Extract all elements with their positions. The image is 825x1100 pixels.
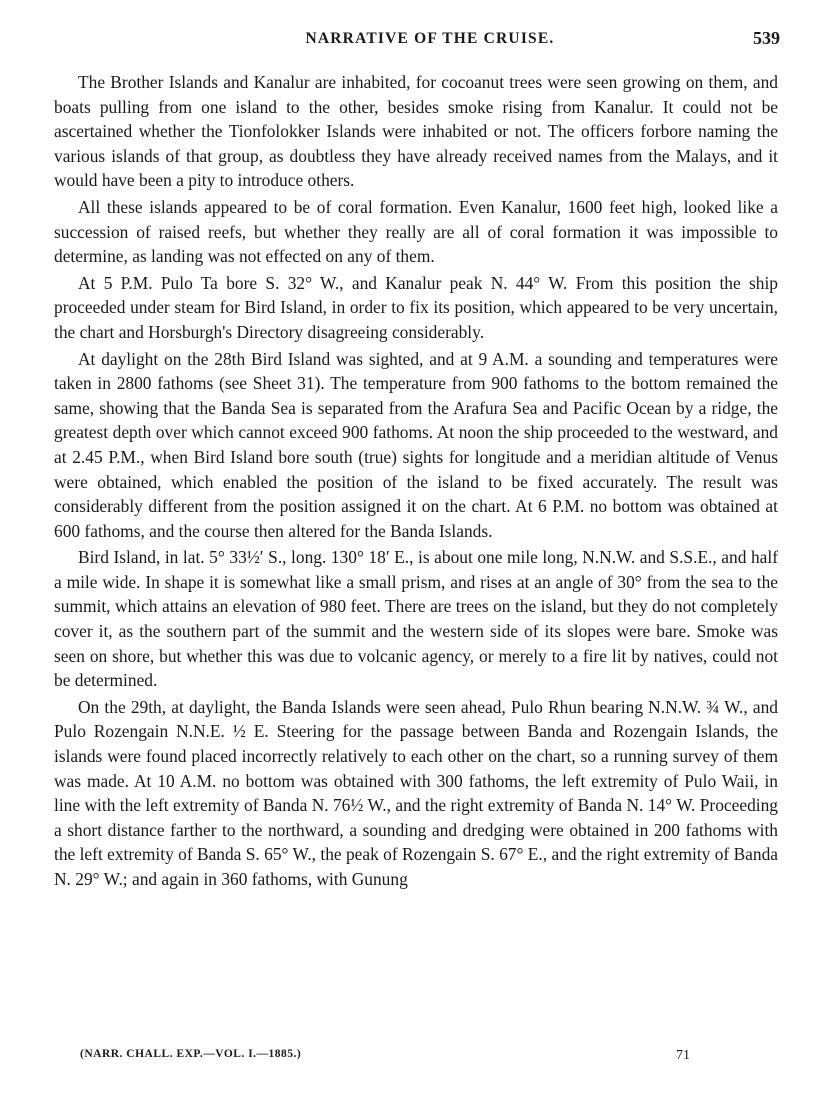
paragraph: At 5 P.M. Pulo Ta bore S. 32° W., and Kanalur peak N. 44° W. From this position the ship proceeded under steam for Bird Island, in order to fix its position, which appeared to be very uncertain, the chart and Horsburgh's Directory disagreeing considerably. — [54, 272, 778, 342]
running-header — [80, 30, 780, 56]
paragraph: The Brother Islands and Kanalur are inhabited, for cocoanut trees were seen growing on them, and boats pulling from one island to the other, besides smoke rising from Kanalur. It could not be ascertained whether the Tionfolokker Islands were inhabited or not. The officers forbore naming the various islands of that group, as doubtless they have already received names from the Malays, and it would have been a pity to introduce others. — [54, 72, 778, 191]
page-footer — [80, 1048, 780, 1068]
paragraph: On the 29th, at daylight, the Banda Islands were seen ahead, Pulo Rhun bearing N.N.W. ¾ W., and Pulo Rozengain N.N.E. ½ E. Steering for the passage between Banda and Rozengain Islands, the islands were found placed incorrectly relatively to each other on the chart, so a running survey of them was made. At 10 A.M. no bottom was obtained with 300 fathoms, the left extremity of Pulo Waii, in line with the left extremity of Banda N. 76½ W., and the right extremity of Banda N. 14° W. Proceeding a short distance farther to the northward, a sounding and dredging were obtained in 200 fathoms with the left extremity of Banda S. 65° W., the peak of Rozengain S. 67° E., and the right extremity of Banda N. 29° W.; and again in 360 fathoms, with Gunung — [54, 696, 778, 889]
paragraph: At daylight on the 28th Bird Island was sighted, and at 9 A.M. a sounding and temperatures were taken in 2800 fathoms (see Sheet 31). The temperature from 900 fathoms to the bottom remained the same, showing that the Banda Sea is separated from the Arafura Sea and Pacific Ocean by a ridge, the greatest depth over which cannot exceed 900 fathoms. At noon the ship proceeded to the westward, and at 2.45 P.M., when Bird Island bore south (true) sights for longitude and a meridian altitude of Venus were obtained, which enabled the position of the island to be fixed accurately. The result was considerably different from the position assigned it on the chart. At 6 P.M. no bottom was obtained at 600 fathoms, and the course then altered for the Banda Islands. — [54, 348, 778, 541]
footer-imprint: (NARR. CHALL. EXP.—VOL. I.—1885.) — [80, 1048, 302, 1060]
signature-mark: 71 — [676, 1048, 690, 1063]
body-text — [54, 70, 778, 894]
page-number: 539 — [753, 28, 780, 48]
running-title: NARRATIVE OF THE CRUISE. — [305, 30, 555, 47]
paragraph: All these islands appeared to be of coral formation. Even Kanalur, 1600 feet high, looked like a succession of raised reefs, but whether they really are all of coral formation it was impossible to determine, as landing was not effected on any of them. — [54, 196, 778, 267]
paragraph: Bird Island, in lat. 5° 33½′ S., long. 130° 18′ E., is about one mile long, N.N.W. and S.S.E., and half a mile wide. In shape it is somewhat like a small prism, and rises at an angle of 30° from the sea to the summit, which attains an elevation of 980 feet. There are trees on the island, but they do not completely cover it, as the southern part of the summit and the western side of its slopes were bare. Smoke was seen on shore, but whether this was due to volcanic agency, or merely to a fire lit by natives, could not be determined. — [54, 547, 778, 691]
